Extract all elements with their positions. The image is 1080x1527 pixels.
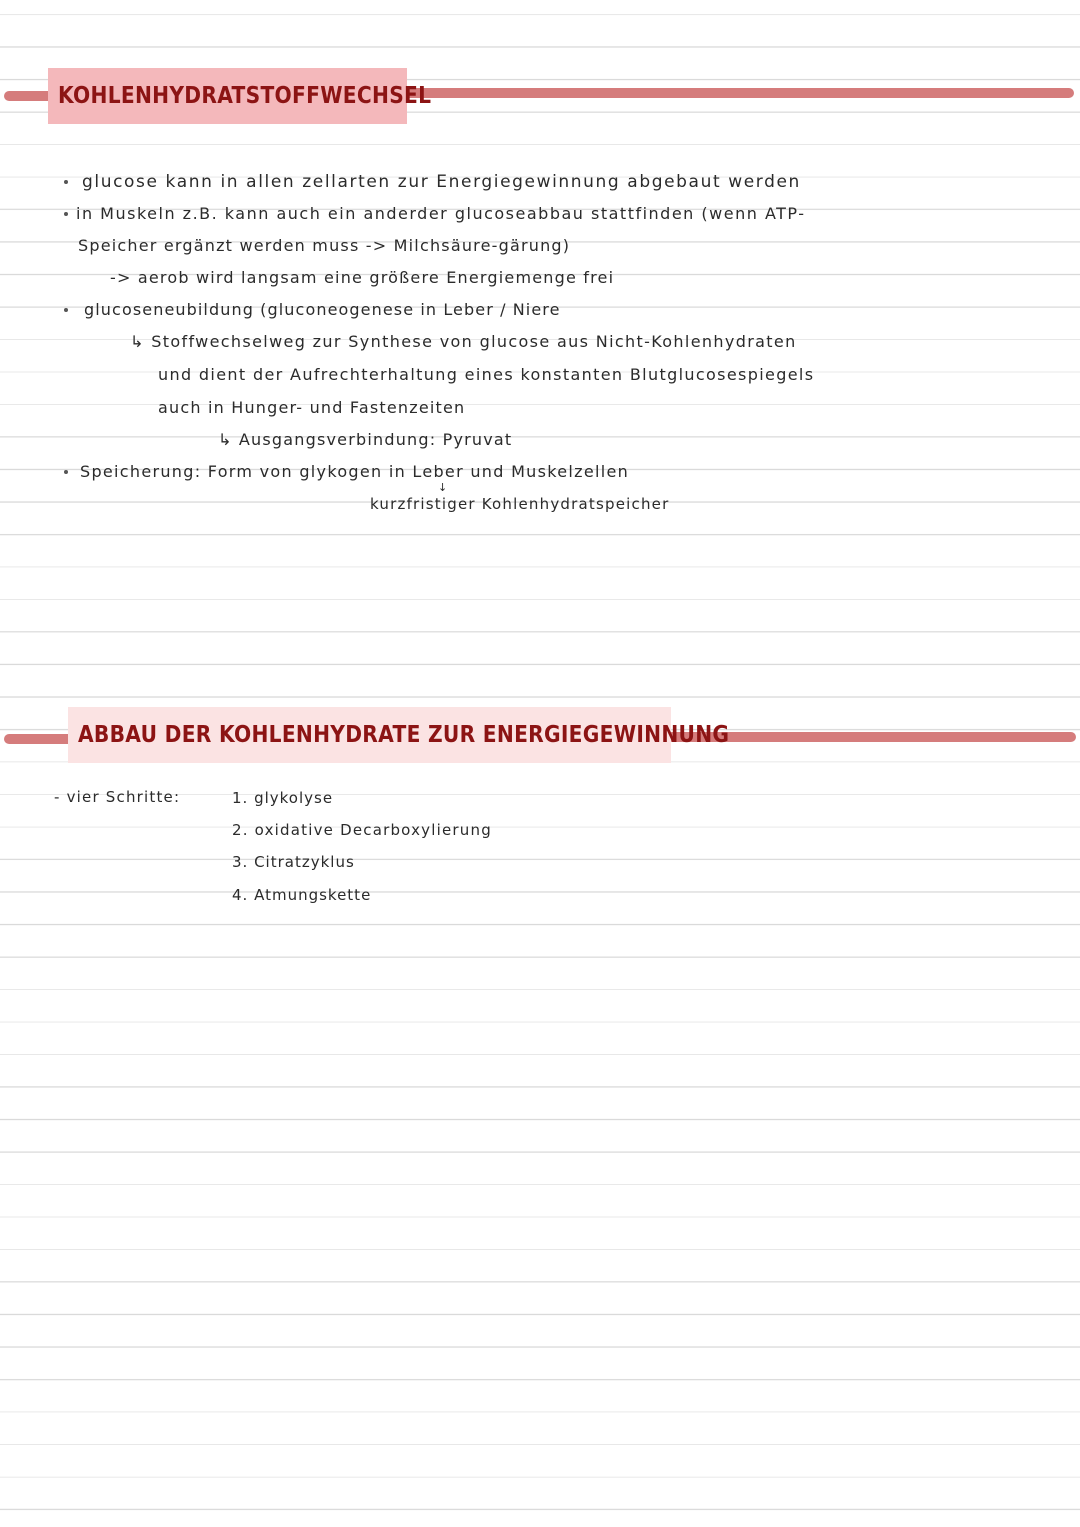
note-line: auch in Hunger- und Fastenzeiten xyxy=(158,398,466,417)
bullet-dot xyxy=(64,308,68,312)
heading-rule-left xyxy=(4,91,54,101)
note-line: ↳ Ausgangsverbindung: Pyruvat xyxy=(218,430,513,449)
step-item: 2. oxidative Decarboxylierung xyxy=(232,821,492,839)
arrow-down: ↓ xyxy=(438,481,448,494)
note-line: ↳ Stoffwechselweg zur Synthese von glucose aus Nicht-Kohlenhydraten xyxy=(130,332,797,351)
note-line: glucose kann in allen zellarten zur Energiegewinnung abgebaut werden xyxy=(82,172,801,192)
bullet-dot xyxy=(64,470,68,474)
section-heading-box xyxy=(68,707,730,763)
heading-rule-right xyxy=(400,88,1074,98)
step-item: 4. Atmungskette xyxy=(232,886,372,904)
note-line: in Muskeln z.B. kann auch ein anderder glucoseabbau stattfinden (wenn ATP- xyxy=(76,204,806,223)
bullet-dot xyxy=(64,180,68,184)
note-line: und dient der Aufrechterhaltung eines konstanten Blutglucosespiegels xyxy=(158,365,815,384)
step-item: 1. glykolyse xyxy=(232,789,334,807)
heading-rule-left xyxy=(4,734,74,744)
section-heading: KOHLENHYDRATSTOFFWECHSEL xyxy=(58,83,432,109)
note-line: Speicherung: Form von glykogen in Leber und Muskelzellen xyxy=(80,462,630,481)
bullet-dot xyxy=(64,212,68,216)
note-line: kurzfristiger Kohlenhydratspeicher xyxy=(370,495,670,513)
section-heading-box xyxy=(48,68,432,124)
note-line: Speicher ergänzt werden muss -> Milchsäure-gärung) xyxy=(78,236,571,255)
note-line: glucoseneubildung (gluconeogenese in Leber / Niere xyxy=(84,300,561,319)
section-heading: ABBAU DER KOHLENHYDRATE ZUR ENERGIEGEWINNUNG xyxy=(78,722,730,748)
note-line: - vier Schritte: xyxy=(54,788,181,806)
note-line: -> aerob wird langsam eine größere Energiemenge frei xyxy=(110,268,615,287)
step-item: 3. Citratzyklus xyxy=(232,853,355,871)
